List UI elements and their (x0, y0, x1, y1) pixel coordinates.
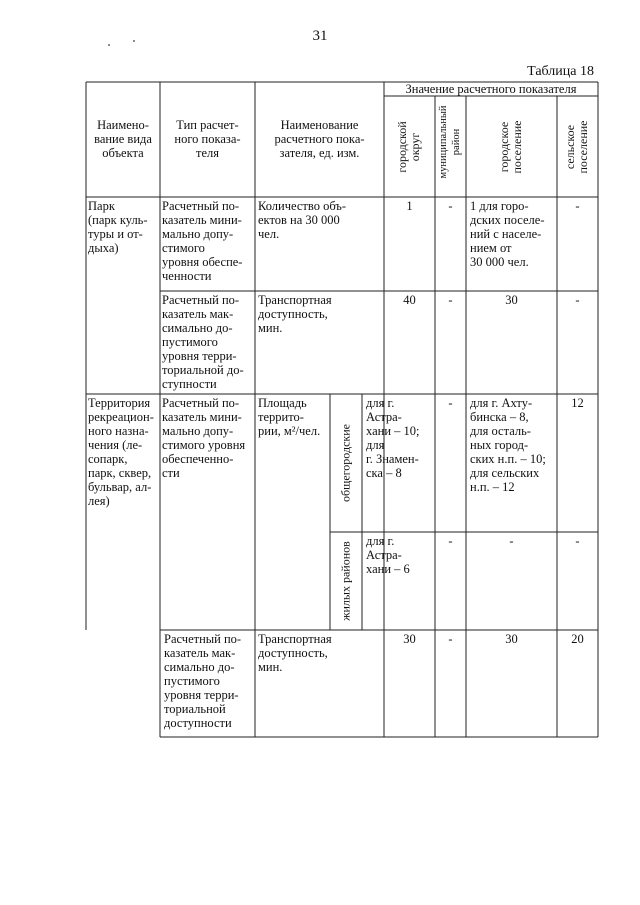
park-row1-urban: 1 для горо- дских поселе- ний с населе- нием от 30 000 чел. (470, 199, 545, 269)
territory-row1-name: Площадь террито- рии, м²/чел. (258, 396, 321, 438)
header-rural-settlement: сельское поселение (563, 120, 590, 174)
territory-row2-municipal: - (448, 632, 453, 646)
territory-sub2-rural: - (575, 534, 580, 548)
park-row1-rural: - (575, 199, 580, 213)
header-city-district: городской округ (395, 121, 422, 173)
park-row1-city: 1 (406, 199, 413, 213)
territory-row2-urban: 30 (505, 632, 518, 646)
territory-row2-name: Транспортная доступность, мин. (258, 632, 332, 674)
header-urban-settlement: городское поселение (497, 120, 524, 174)
territory-row2-type: Расчетный по- казатель мак- симально до- пустимого уровня терри- ториальной доступности (164, 632, 242, 730)
territory-sub2-label: жилых районов (338, 541, 353, 621)
park-row2-rural: - (575, 293, 580, 307)
territory-row2-rural: 20 (571, 632, 584, 646)
territory-sub2-municipal: - (448, 534, 453, 548)
territory-sub1-rural: 12 (571, 396, 584, 410)
territory-object-name: Территория рекреацион- ного назна- чения (ле- сопарк, парк, сквер, бульвар, ал- лея) (88, 396, 154, 508)
territory-sub2-urban: - (509, 534, 514, 548)
territory-sub1-city: для г. Астра- хани – 10; для г. Знамен- ска – 8 (366, 396, 420, 480)
header-indicator-type: Тип расчет- ного показа- теля (174, 118, 241, 160)
header-object-type: Наимено- вание вида объекта (94, 118, 152, 160)
territory-row1-type: Расчетный по- казатель мини- мально допу- стимого уровня обеспеченно- сти (162, 396, 246, 480)
park-row1-municipal: - (448, 199, 453, 213)
territory-sub2-city: для г. Астра- хани – 6 (366, 534, 410, 576)
territory-sub1-label: общегородские (338, 424, 353, 502)
park-row1-type: Расчетный по- казатель мини- мально допу- стимого уровня обеспе- ченности (162, 199, 243, 283)
park-object-name: Парк (парк куль- туры и от- дыха) (88, 199, 148, 255)
park-row1-name: Количество объ- ектов на 30 000 чел. (258, 199, 347, 241)
park-row2-type: Расчетный по- казатель мак- симально до- пустимого уровня терри- ториальной до- ступности (162, 293, 244, 391)
park-row2-urban: 30 (505, 293, 518, 307)
page-number: 31 (312, 28, 328, 44)
park-row2-municipal: - (448, 293, 453, 307)
header-value-group: Значение расчетного показателя (405, 82, 577, 96)
header-municipal-district: муниципальный район (438, 105, 462, 179)
park-row2-city: 40 (403, 293, 416, 307)
header-indicator-name: Наименование расчетного пока- зателя, ед. изм. (274, 118, 365, 160)
park-row2-name: Транспортная доступность, мин. (258, 293, 332, 335)
territory-sub1-urban: для г. Ахту- бинска – 8, для осталь- ных город- ских н.п. – 10; для сельских н.п. – 12 (470, 396, 546, 494)
table-caption: Таблица 18 (527, 64, 594, 79)
territory-sub1-municipal: - (448, 396, 453, 410)
territory-row2-city: 30 (403, 632, 416, 646)
